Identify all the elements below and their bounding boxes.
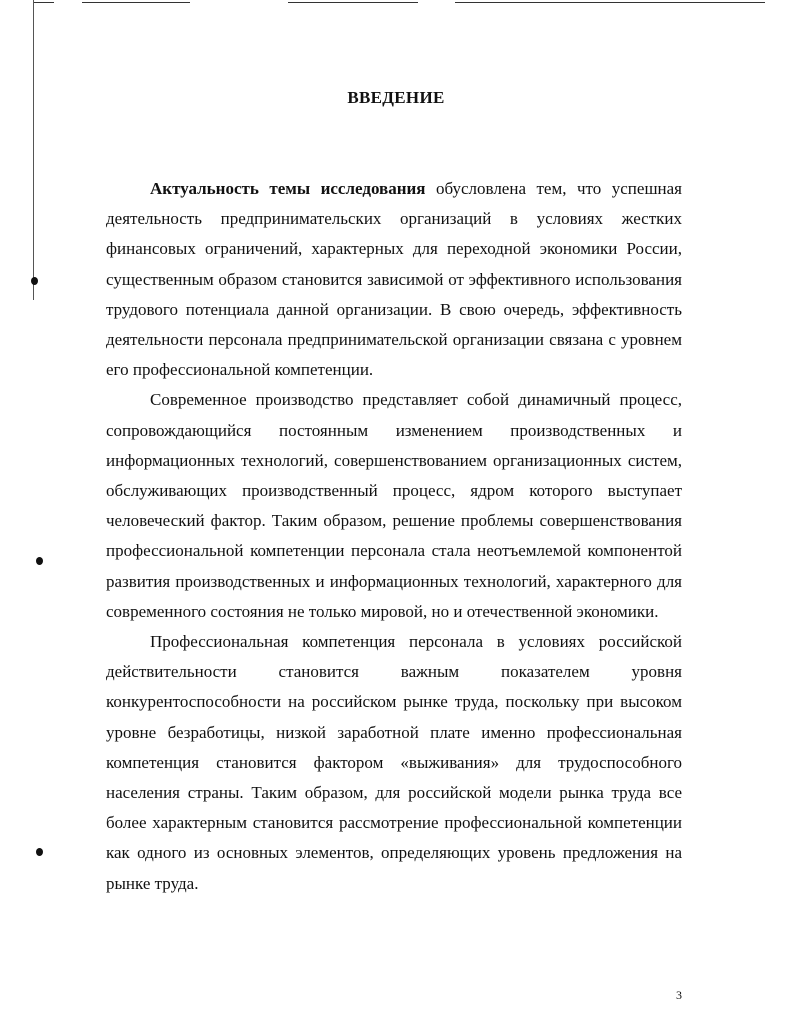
paragraph-lead: Актуальность темы исследования bbox=[150, 179, 426, 198]
binder-hole-mark bbox=[31, 277, 38, 285]
paragraph-text: Профессиональная компетенция персонала в условиях российской действительности становится важным показателем уровня конкурентоспособности на российском рынке труда, поскольку при высоком уровне безработицы, низкой заработной плате именно профессиональная компетенция становится фактором «выживания» для трудоспособного населения страны. Таким образом, для российской модели рынка труда все более характерным становится рассмотрение профессиональной компетенции как одного из основных элементов, определяющих уровень предложения на рынке труда. bbox=[106, 632, 682, 893]
paragraph bbox=[106, 385, 682, 627]
page-number: 3 bbox=[676, 988, 682, 1002]
body-text bbox=[106, 174, 682, 899]
paragraph bbox=[106, 627, 682, 899]
binder-hole-mark bbox=[36, 848, 43, 856]
scan-border-top-3 bbox=[288, 2, 418, 3]
paragraph-text: обусловлена тем, что успешная деятельность предпринимательских организаций в условиях жестких финансовых ограничений, характерных для переходной экономики России, существенным образом становится зависимой от эффективного использования трудового потенциала данной организации. В свою очередь, эффективность деятельности персонала предпринимательской организации связана с уровнем его профессиональной компетенции. bbox=[106, 179, 682, 380]
scan-border-top-1 bbox=[34, 2, 54, 3]
paragraph bbox=[106, 174, 682, 385]
scan-border-top-2 bbox=[82, 2, 190, 3]
scan-border-left bbox=[33, 0, 34, 300]
binder-hole-mark bbox=[36, 557, 43, 565]
scan-border-top-4 bbox=[455, 2, 765, 3]
page-title: ВВЕДЕНИЕ bbox=[347, 88, 445, 107]
paragraph-text: Современное производство представляет собой динамичный процесс, сопровождающийся постоянным изменением производственных и информационных технологий, совершенствованием организационных систем, обслуживающих производственный процесс, ядром которого выступает человеческий фактор. Таким образом, решение проблемы совершенствования профессиональной компетенции персонала стала неотъемлемой компонентой развития производственных и информационных технологий, характерного для современного состояния не только мировой, но и отечественной экономики. bbox=[106, 390, 682, 621]
